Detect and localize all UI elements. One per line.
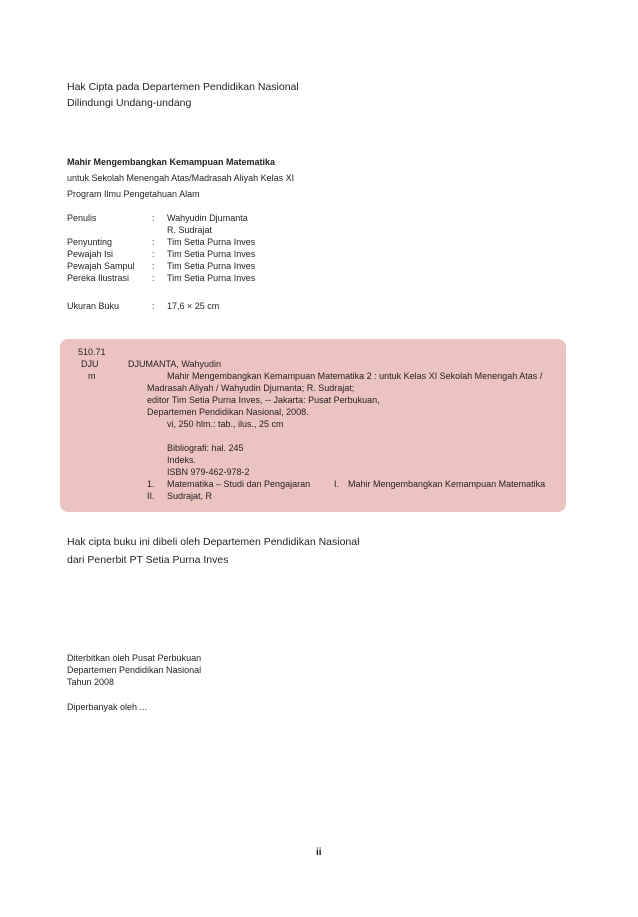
book-program: Program Ilmu Pengetahuan Alam [67,189,200,199]
protection-line: Dilindungi Undang-undang [67,97,192,109]
title-heading: Mahir Mengembangkan Kemampuan Matematika [348,479,546,489]
subject-heading: Matematika – Studi dan Pengajaran [167,479,311,489]
credit-name: Tim Setia Purna Inves [167,237,256,247]
publisher-line: Diterbitkan oleh Pusat Perbukuan [67,653,202,663]
publisher-line: dari Penerbit PT Setia Purna Inves [67,554,229,566]
credit-role: Pewajah Isi [67,249,114,259]
size-colon: : [152,301,155,311]
catalog-line: Departemen Pendidikan Nasional, 2008. [147,407,309,417]
catalog-line: editor Tim Setia Purna Inves, -- Jakarta: Pusat Perbukuan, [147,395,380,405]
catalog-isbn: ISBN 979-462-978-2 [167,467,250,477]
credit-name: Tim Setia Purna Inves [167,249,256,259]
page-number: ii [316,847,322,858]
credit-role: Pereka Ilustrasi [67,273,130,283]
copyright-line: Hak Cipta pada Departemen Pendidikan Nasional [67,81,299,93]
year-line: Tahun 2008 [67,677,115,687]
purchase-line: Hak cipta buku ini dibeli oleh Departemen Pendidikan Nasional [67,536,360,548]
copyright-notice [67,79,299,111]
title-code: m [88,371,96,381]
author-code: DJU [81,359,99,369]
credit-role: Penulis [67,213,97,223]
catalog-index: Indeks. [167,455,197,465]
subject-heading: Sudrajat, R [167,491,213,501]
book-size [67,300,367,312]
catalog-line: vi, 250 hlm.: tab., ilus., 25 cm [167,419,284,429]
credit-name: Wahyudin Djumanta [167,213,248,223]
size-label: Ukuran Buku [67,301,120,311]
catalog-box [60,339,566,512]
book-info [67,156,294,200]
catalog-bibliography: Bibliografi: hal. 245 [167,443,244,453]
catalog-line: Mahir Mengembangkan Kemampuan Matematika 2 : untuk Kelas XI Sekolah Menengah Atas / [167,371,543,381]
subject-number: II. [147,491,155,501]
book-subtitle: untuk Sekolah Menengah Atas/Madrasah Aliyah Kelas XI [67,173,295,183]
credit-colon: : [152,237,155,247]
credit-colon: : [152,273,155,283]
credit-name: Tim Setia Purna Inves [167,273,256,283]
book-title: Mahir Mengembangkan Kemampuan Matematika [67,157,276,167]
title-number: I. [334,479,340,489]
catalog-line: Madrasah Aliyah / Wahyudin Djumanta; R. Sudrajat; [147,383,355,393]
size-value: 17,6 × 25 cm [167,301,220,311]
credit-role: Penyunting [67,237,113,247]
credit-colon: : [152,213,155,223]
reprint-note: Diperbanyak oleh ... [67,702,148,712]
department-line: Departemen Pendidikan Nasional [67,665,202,675]
credit-colon: : [152,261,155,271]
credit-colon: : [152,249,155,259]
class-number: 510.71 [78,347,106,357]
publication-info [67,652,201,688]
credit-name: Tim Setia Purna Inves [167,261,256,271]
credit-role: Pewajah Sampul [67,261,135,271]
purchase-note [67,533,359,569]
credit-name: R. Sudrajat [167,225,213,235]
subject-number: 1. [147,479,155,489]
catalog-author: DJUMANTA, Wahyudin [128,359,222,369]
